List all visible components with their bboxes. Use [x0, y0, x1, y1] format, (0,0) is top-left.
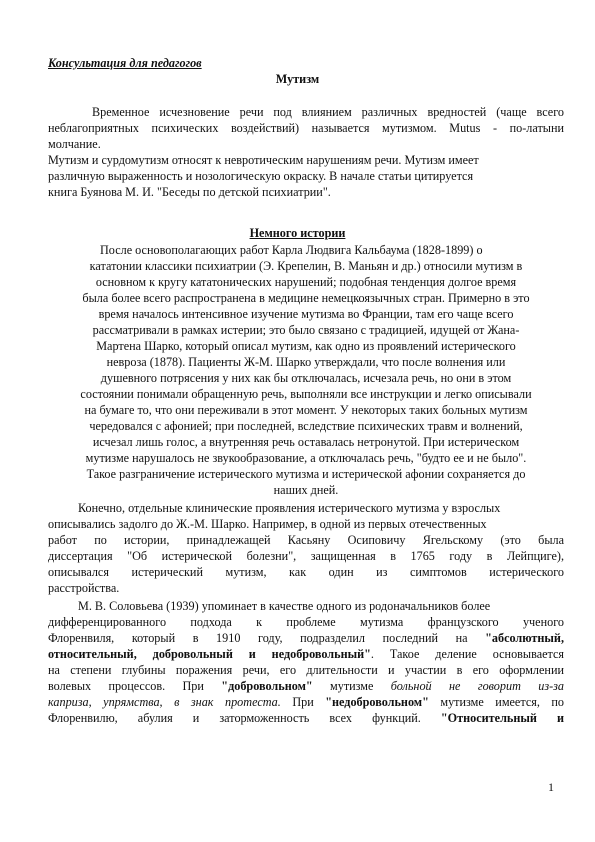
- para4-bold-term: "Относительный и: [440, 711, 564, 725]
- para4-line: М. В. Соловьева (1939) упоминает в качестве одного из родоначальников более: [78, 599, 491, 613]
- para3-line: работ по истории, принадлежащей Касьяну Осиповичу Ягельскому (это была: [48, 533, 564, 547]
- history-line: основном к кругу кататонических нарушений; подобная тенденция долгое время: [95, 275, 517, 289]
- para4-line: [48, 630, 564, 646]
- intro-line: неблагоприятных психических воздействий) называется мутизмом. Mutus - по-латыни: [48, 121, 564, 135]
- para3-line: описывались задолго до Ж.-М. Шарко. Например, в одной из первых отечественных: [48, 517, 487, 531]
- history-line: рассматривали в рамках истерии; это было связано с традицией, идущей от Жана-: [92, 323, 520, 337]
- history-line: мутизме нарушалось не звукообразование, а отключалась речь, "будто ее и не было".: [85, 451, 527, 465]
- para4-text: мутизме имеется, по: [428, 695, 564, 709]
- para4-line: [48, 694, 564, 710]
- para3-line: расстройства.: [48, 581, 120, 595]
- para4-bold-term: "добровольном": [221, 679, 313, 693]
- history-line: Мартена Шарко, который описал мутизм, как одно из проявлений истерического: [96, 339, 516, 353]
- para4-line: [48, 710, 564, 726]
- history-line: на бумаге то, что они переживали в этот момент. У некоторых таких больных мутизм: [84, 403, 528, 417]
- page-title: Мутизм: [275, 72, 320, 86]
- para4-text: волевых процессов. При: [48, 679, 222, 693]
- history-line: кататонии классики психиатрии (Э. Крепелин, В. Маньян и др.) относили мутизм в: [89, 259, 523, 273]
- intro-line: различную выраженность и нозологическую окраску. В начале статьи цитируется: [48, 169, 474, 183]
- page-number: 1: [548, 780, 554, 794]
- history-line: чередовался с афонией; при последней, вследствие психических травм и волнений,: [89, 419, 523, 433]
- para4-line: [48, 678, 564, 694]
- para4-text: Флоренвилю, абулия и заторможенность всех функций.: [48, 711, 441, 725]
- para4-line: [48, 646, 564, 662]
- para4-line: дифференцированного подхода к проблеме мутизма французского ученого: [48, 615, 564, 629]
- para4-italic-text: больной не говорит из-за: [390, 679, 564, 693]
- para4-bold-term: "абсолютный,: [485, 631, 564, 645]
- para3-line: описывался истерический мутизм, как один из симптомов истерического: [48, 565, 564, 579]
- para4-bold-term: "недобровольном": [325, 695, 429, 709]
- history-line: была более всего распространена в медицине немецкоязычных стран. Примерно в это: [82, 291, 530, 305]
- para3-line: диссертация "Об истерической болезни", защищенная в 1765 году в Лейпциге),: [48, 549, 564, 563]
- history-line: душевного потрясения у них как бы отключалась, исчезала речь, но они в этом: [100, 371, 512, 385]
- history-line: исчезал лишь голос, а внутренняя речь оставалась нетронутой. При истерическом: [92, 435, 520, 449]
- para4-bold-term: относительный, добровольный и недобровольный": [48, 647, 371, 661]
- para4-text: При: [280, 695, 326, 709]
- intro-line: Мутизм и сурдомутизм относят к невротическим нарушениям речи. Мутизм имеет: [48, 153, 479, 167]
- para4-line: на степени глубины поражения речи, его длительности и участии в его оформлении: [48, 663, 564, 677]
- history-line: время началось интенсивное изучение мутизма во Франции, там его чаще всего: [98, 307, 514, 321]
- consultation-heading: Консультация для педагогов: [48, 56, 202, 70]
- history-line: невроза (1878). Пациенты Ж-М. Шарко утверждали, что после волнения или: [106, 355, 506, 369]
- history-line: После основополагающих работ Карла Людвига Кальбаума (1828-1899) о: [100, 243, 483, 257]
- section-title: Немного истории: [249, 226, 346, 240]
- para4-text: . Такое деление основывается: [370, 647, 565, 661]
- para4-text: Флоренвиля, который в 1910 году, подразделил последний на: [48, 631, 486, 645]
- para4-text: мутизме: [312, 679, 391, 693]
- history-line: Такое разграничение истерического мутизма и истерической афонии сохраняется до: [86, 467, 526, 481]
- intro-line: молчание.: [48, 137, 101, 151]
- history-line: наших дней.: [273, 483, 339, 497]
- intro-line: Временное исчезновение речи под влиянием различных вредностей (чаще всего: [92, 105, 564, 119]
- history-line: состоянии понимали обращенную речь, выполняли все инструкции и легко описывали: [80, 387, 532, 401]
- para4-italic-text: каприза, упрямства, в знак протеста.: [48, 695, 281, 709]
- intro-line: книга Буянова М. И. "Беседы по детской психиатрии".: [48, 185, 331, 199]
- para3-line: Конечно, отдельные клинические проявления истерического мутизма у взрослых: [78, 501, 501, 515]
